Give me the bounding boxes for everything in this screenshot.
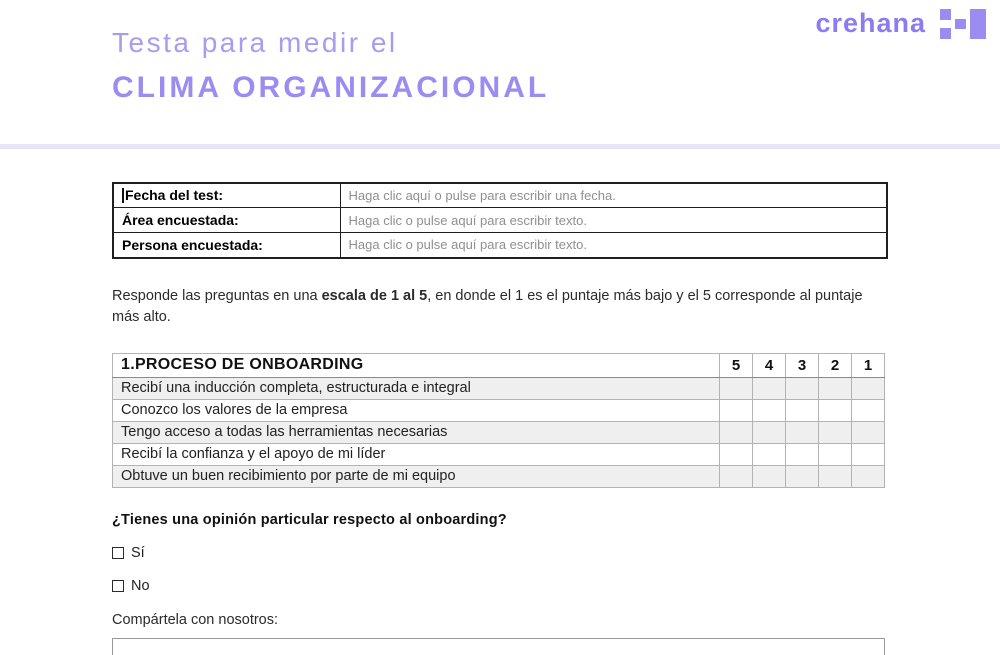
score-cell[interactable] xyxy=(819,421,852,443)
crehana-logo xyxy=(815,8,986,39)
score-cell[interactable] xyxy=(819,465,852,487)
survey-row-2 xyxy=(113,399,885,421)
form-content xyxy=(112,182,888,655)
table-row xyxy=(113,208,887,233)
option-row-si xyxy=(112,545,888,561)
score-cell[interactable] xyxy=(786,377,819,399)
score-cell[interactable] xyxy=(720,443,753,465)
score-cell[interactable] xyxy=(852,421,885,443)
instructions-paragraph: Responde las preguntas en una escala de 1 al 5, en donde el 1 es el puntaje más bajo y el 5 corresponde al puntaje más alto. xyxy=(112,287,863,325)
score-cell[interactable] xyxy=(720,399,753,421)
crehana-logo-text: crehana xyxy=(815,8,926,38)
score-cell[interactable] xyxy=(720,421,753,443)
persona-input-field[interactable]: Haga clic o pulse aquí para escribir texto. xyxy=(340,233,887,258)
text-cursor xyxy=(122,188,124,203)
info-label-area: Área encuestada: xyxy=(113,208,340,233)
score-header-3: 3 xyxy=(786,353,819,377)
score-cell[interactable] xyxy=(786,421,819,443)
score-cell[interactable] xyxy=(852,465,885,487)
score-cell[interactable] xyxy=(786,465,819,487)
statement-text: Conozco los valores de la empresa xyxy=(113,399,720,421)
page-title-line1: Testa para medir el xyxy=(112,27,398,58)
score-cell[interactable] xyxy=(852,399,885,421)
fecha-input-field[interactable]: Haga clic aquí o pulse para escribir una fecha. xyxy=(340,183,887,208)
survey-row-4 xyxy=(113,443,885,465)
comment-textarea[interactable] xyxy=(112,638,885,655)
score-cell[interactable] xyxy=(786,399,819,421)
info-table xyxy=(112,182,888,259)
table-row xyxy=(113,233,887,258)
info-label-fecha: Fecha del test: xyxy=(113,183,340,208)
option-row-no xyxy=(112,578,888,594)
area-input-field[interactable]: Haga clic o pulse aquí para escribir texto. xyxy=(340,208,887,233)
instructions-bold-scale: escala de 1 al 5 xyxy=(321,287,428,304)
score-header-2: 2 xyxy=(819,353,852,377)
score-cell[interactable] xyxy=(720,465,753,487)
info-label-persona: Persona encuestada: xyxy=(113,233,340,258)
crehana-logo-icon xyxy=(940,9,986,39)
statement-text: Obtuve un buen recibimiento por parte de mi equipo xyxy=(113,465,720,487)
checkbox-si[interactable] xyxy=(112,547,124,559)
score-cell[interactable] xyxy=(720,377,753,399)
score-cell[interactable] xyxy=(819,377,852,399)
score-cell[interactable] xyxy=(753,465,786,487)
score-cell[interactable] xyxy=(786,443,819,465)
header-divider xyxy=(0,144,1000,149)
statement-text: Recibí la confianza y el apoyo de mi líder xyxy=(113,443,720,465)
score-cell[interactable] xyxy=(753,421,786,443)
survey-row-3 xyxy=(113,421,885,443)
score-cell[interactable] xyxy=(852,443,885,465)
score-header-5: 5 xyxy=(720,353,753,377)
score-header-1: 1 xyxy=(852,353,885,377)
score-cell[interactable] xyxy=(819,399,852,421)
opinion-question: ¿Tienes una opinión particular respecto al onboarding? xyxy=(112,511,507,528)
score-cell[interactable] xyxy=(753,377,786,399)
score-cell[interactable] xyxy=(852,377,885,399)
statement-text: Tengo acceso a todas las herramientas necesarias xyxy=(113,421,720,443)
statement-text: Recibí una inducción completa, estructurada e integral xyxy=(113,377,720,399)
share-label: Compártela con nosotros: xyxy=(112,611,279,628)
option-label-no: No xyxy=(131,577,150,594)
checkbox-no[interactable] xyxy=(112,580,124,592)
score-cell[interactable] xyxy=(753,399,786,421)
survey-row-5 xyxy=(113,465,885,487)
option-label-si: Sí xyxy=(131,544,145,561)
table-row xyxy=(113,183,887,208)
page-title-line2: CLIMA ORGANIZACIONAL xyxy=(112,70,550,104)
score-cell[interactable] xyxy=(753,443,786,465)
survey-header-row xyxy=(113,353,885,377)
document-header xyxy=(0,0,1000,106)
score-header-4: 4 xyxy=(753,353,786,377)
survey-row-1 xyxy=(113,377,885,399)
onboarding-survey-table xyxy=(112,353,885,488)
score-cell[interactable] xyxy=(819,443,852,465)
survey-section-title: 1.PROCESO DE ONBOARDING xyxy=(113,353,720,377)
